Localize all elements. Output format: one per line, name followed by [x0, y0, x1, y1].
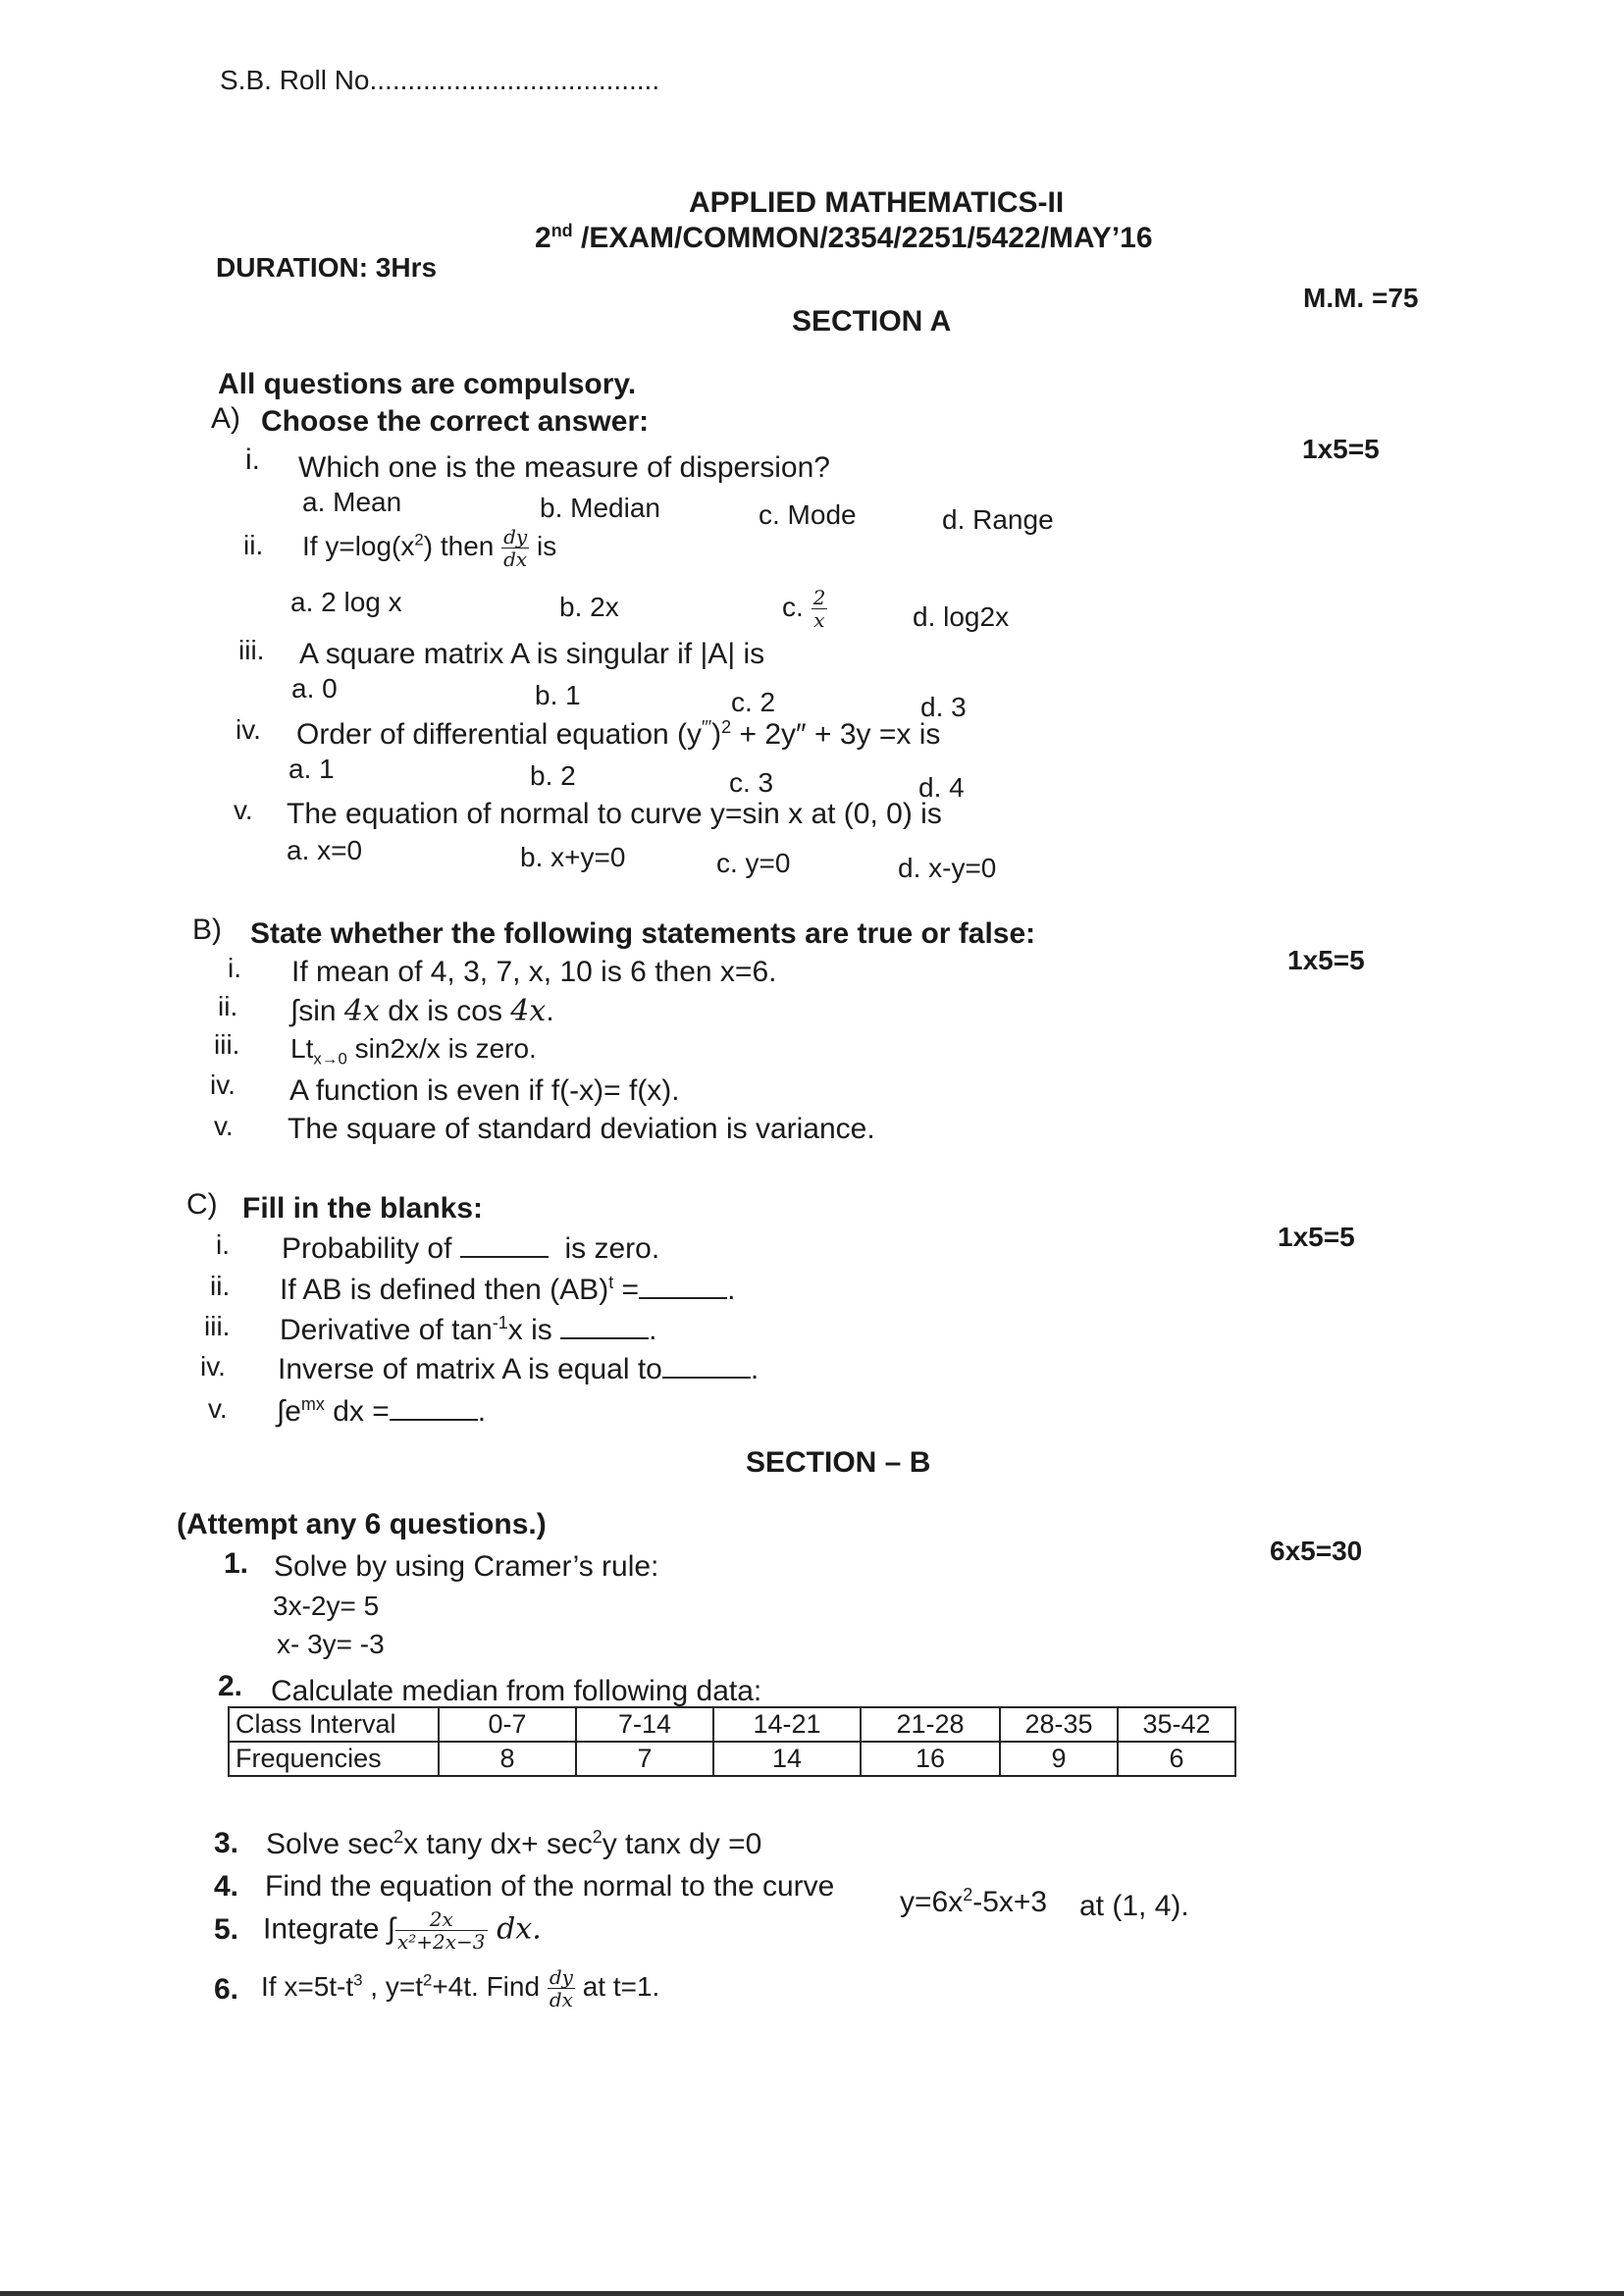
table-cell: 7-14 [576, 1707, 713, 1742]
question-text: Order of differential equation $(y''')^2 + 2y'' + 3y =x$ is [296, 717, 941, 751]
table-header-cell: Class Interval [229, 1707, 439, 1742]
statement: If mean of 4, 3, 7, x, 10 is 6 then x=6. [291, 956, 777, 988]
exam-title: APPLIED MATHEMATICS-II [689, 186, 1065, 219]
option-b: b. 2x [559, 592, 619, 622]
option-c: c. Mode [759, 499, 857, 530]
option-d: d. 3 [920, 692, 967, 722]
section-a-title: SECTION A [792, 305, 952, 338]
item-number: iv. [200, 1351, 226, 1382]
option-b: b. 2 [530, 760, 576, 791]
item-number: ii. [218, 991, 238, 1021]
part-b-heading: State whether the following statements are true or false: [250, 917, 1036, 950]
section-b-title: SECTION – B [746, 1446, 931, 1479]
section-b-instruction: (Attempt any 6 questions.) [177, 1508, 547, 1540]
item-number: i. [216, 1229, 230, 1260]
question-number: iv. [236, 714, 261, 745]
part-b-marks: 1x5=5 [1287, 945, 1365, 975]
option-c: c. $\frac{2}{x}$ [782, 586, 826, 632]
table-header-cell: Frequencies [229, 1742, 439, 1776]
option-a: a. 1 [288, 754, 335, 784]
blank-line [639, 1274, 727, 1299]
item-number: v. [214, 1111, 234, 1141]
table-cell: 14 [713, 1742, 861, 1776]
blank-line [390, 1395, 478, 1421]
fill-blank: If AB is defined then (AB)$^t$ = . [280, 1273, 736, 1306]
option-b: b. 1 [535, 680, 581, 710]
table-cell: 14-21 [713, 1707, 861, 1742]
fill-blank: $\int e^{mx}$ dx = . [277, 1394, 487, 1428]
table-cell: 7 [576, 1742, 713, 1776]
scan-edge [0, 2291, 1624, 2296]
blank-line [460, 1232, 549, 1258]
option-b: b. Median [540, 493, 660, 523]
question-number: i. [245, 444, 260, 476]
part-c-label: C) [186, 1188, 218, 1221]
table-cell: 0-7 [439, 1707, 576, 1742]
statement: $Lt_{x\to 0}$ sin2x/x is zero. [290, 1033, 537, 1069]
table-cell: 16 [861, 1742, 1000, 1776]
max-marks: M.M. =75 [1303, 283, 1419, 313]
question-text: Find the equation of the normal to the curve [265, 1870, 835, 1903]
item-number: iv. [210, 1070, 236, 1100]
question-number: 4. [214, 1870, 239, 1903]
roll-number-line: S.B. Roll No...................................... [220, 65, 660, 95]
option-d: d. Range [942, 504, 1054, 535]
question-text: A square matrix A is singular if |A| is [299, 638, 765, 670]
equation: 3x-2y= 5 [273, 1591, 380, 1621]
question-number: ii. [243, 530, 264, 560]
question-text: The equation of normal to curve y=sin x at (0, 0) is [287, 798, 942, 830]
table-cell: 9 [1000, 1742, 1118, 1776]
option-a: a. 0 [291, 673, 338, 704]
item-number: v. [208, 1393, 228, 1424]
part-b-label: B) [192, 913, 222, 946]
section-b-marks: 6x5=30 [1270, 1536, 1363, 1566]
question-text: If $x=5t-t^3$ , $y=t^2+4t$. Find $\frac{dy}{dx}$ at t=1. [261, 1965, 660, 2011]
blank-line [662, 1353, 751, 1379]
question-number: 5. [214, 1913, 239, 1946]
table-row [229, 1742, 1235, 1776]
part-a-heading: Choose the correct answer: [261, 405, 650, 438]
item-number: ii. [210, 1271, 231, 1301]
question-text: If $y=\log(x^2)$ then $\frac{dy}{dx}$ is [302, 525, 557, 571]
part-a-marks: 1x5=5 [1302, 434, 1380, 464]
curve-equation: $y=6x^2-5x+3$ [900, 1885, 1048, 1918]
option-d: d. log2x [913, 601, 1010, 632]
item-number: iii. [204, 1311, 231, 1341]
question-number: 3. [214, 1827, 239, 1859]
equation: x- 3y= -3 [277, 1629, 385, 1659]
instructions: All questions are compulsory. [218, 368, 637, 400]
table-cell: 35-42 [1118, 1707, 1235, 1742]
question-text: Calculate median from following data: [271, 1675, 762, 1707]
option-c: c. 3 [729, 767, 774, 798]
question-text: Solve by using Cramer’s rule: [274, 1550, 659, 1583]
part-c-heading: Fill in the blanks: [242, 1192, 484, 1225]
option-b: b. x+y=0 [520, 842, 626, 872]
question-text: Integrate ∫ $\frac{2x}{\text{x²+2x−3}}$ dx. [263, 1907, 542, 1954]
exam-code: 2nd /EXAM/COMMON/2354/2251/5422/MAY’16 [535, 221, 1153, 254]
question-number: iii. [238, 635, 265, 665]
option-a: a. Mean [302, 487, 402, 517]
fill-blank: Inverse of matrix A is equal to . [278, 1353, 760, 1385]
blank-line [560, 1314, 649, 1339]
question-number: 2. [218, 1670, 243, 1702]
part-a-label: A) [211, 402, 240, 435]
statement: A function is even if f(-x)= f(x). [289, 1074, 680, 1107]
question-text: Solve $\sec^2x$ tany $dx+ \sec^2y$ tanx dy =0 [266, 1827, 762, 1860]
option-c: c. y=0 [716, 848, 791, 878]
option-a: a. x=0 [287, 835, 363, 865]
table-cell: 28-35 [1000, 1707, 1118, 1742]
part-c-marks: 1x5=5 [1278, 1222, 1355, 1252]
table-cell: 6 [1118, 1742, 1235, 1776]
frequency-table [228, 1706, 1236, 1777]
question-number: v. [234, 795, 253, 825]
table-cell: 21-28 [861, 1707, 1000, 1742]
question-text: Which one is the measure of dispersion? [298, 451, 830, 484]
point: at (1, 4). [1079, 1890, 1189, 1922]
option-d: d. 4 [918, 772, 965, 803]
duration: DURATION: 3Hrs [216, 252, 438, 283]
table-row [229, 1707, 1235, 1742]
fill-blank: Derivative of $\tan^{-1}x$ is . [280, 1313, 657, 1346]
fill-blank: Probability of is zero. [282, 1232, 660, 1265]
statement: The square of standard deviation is variance. [288, 1113, 875, 1145]
item-number: iii. [214, 1029, 240, 1060]
question-number: 6. [214, 1973, 239, 2006]
option-d: d. x-y=0 [898, 853, 997, 883]
option-a: a. 2 log x [290, 587, 402, 617]
statement: ∫sin 4x dx is cos 4x. [290, 994, 554, 1028]
option-c: c. 2 [731, 687, 776, 717]
table-cell: 8 [439, 1742, 576, 1776]
item-number: i. [228, 953, 241, 983]
question-number: 1. [224, 1547, 249, 1580]
